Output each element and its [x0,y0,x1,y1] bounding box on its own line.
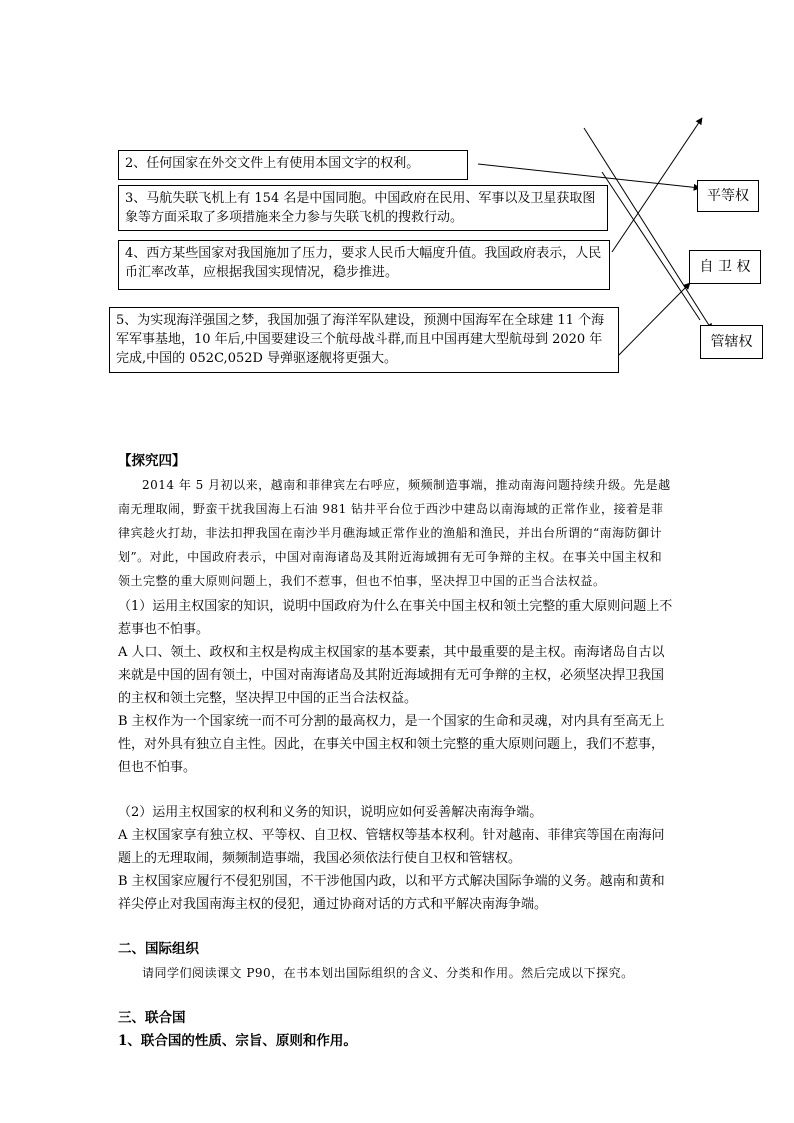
section-2-title: 二、国际组织 [118,941,199,957]
explore-four [118,450,674,1053]
match-line-5 [612,283,690,362]
right-jurisdiction: 管辖权 [700,325,763,359]
match-item-4: 4、西方某些国家对我国施加了压力，要求人民币大幅度升值。我国政府表示，人民币汇率改革，应根据我国实现情况，稳步推进。 [118,240,610,290]
question-2: （2）运用主权国家的权利和义务的知识，说明应如何妥善解决南海争端。 [118,805,543,820]
answer-1b: B 主权作为一个国家统一而不可分割的最高权力，是一个国家的生命和灵魂，对内具有至高无上性，对外具有独立自主性。因此，在事关中国主权和领土完整的重大原则问题上，我们不惹事，但也不怕事。 [118,714,665,775]
explore-material: 2014 年 5 月初以来，越南和菲律宾左右呼应，频频制造事端，推动南海问题持续升级。先是越南无理取闹，野蛮干扰我国海上石油 981 钻井平台位于西沙中建岛以南海域的正常作业，接着是菲律宾趁火打劫，非法扣押我国在南沙半月礁海域正常作业的渔船和渔民，并出台所谓的“南海防御计划”。对此，中国政府表示，中国对南海诸岛及其附近海域拥有无可争辩的主权。在事关中国主权和领土完整的重大原则问题上，我们不惹事，但也不怕事，坚决捍卫中国的正当合法权益。 [118,478,671,588]
right-equality: 平等权 [697,180,759,212]
question-1: （1）运用主权国家的知识，说明中国政府为什么在事关中国主权和领土完整的重大原则问题上不惹事也不怕事。 [118,599,673,637]
answer-2a: A 主权国家享有独立权、平等权、自卫权、管辖权等基本权利。针对越南、菲律宾等国在南海问题上的无理取闹，频频制造事端，我国必须依法行使自卫权和管辖权。 [118,828,665,866]
section-3-title: 三、联合国 [118,1010,186,1026]
section-2-text: 请同学们阅读课文 P90，在书本划出国际组织的含义、分类和作用。然后完成以下探究。 [142,966,634,980]
match-line-4 [612,118,702,252]
explore-title: 【探究四】 [118,453,186,469]
answer-1a: A 人口、领土、政权和主权是构成主权国家的基本要素，其中最重要的是主权。南海诸岛自古以来就是中国的固有领土，中国对南海诸岛及其附近海域拥有无可争辩的主权，必须坚决捍卫我国的主权和领土完整，坚决捍卫中国的正当合法权益。 [118,645,665,706]
match-item-5: 5、为实现海洋强国之梦，我国加强了海洋军队建设，预测中国海军在全球建 11 个海军军事基地，10 年后,中国要建设三个航母战斗群,而且中国再建大型航母到 2020 年完成,中国的 052C,052D 导弹驱逐舰将更强大。 [109,307,619,373]
answer-2b: B 主权国家应履行不侵犯别国，不干涉他国内政，以和平方式解决国际争端的义务。越南和黄和祥尖停止对我国南海主权的侵犯，通过协商对话的方式和平解决南海争端。 [118,874,665,912]
match-item-3: 3、马航失联飞机上有 154 名是中国同胞。中国政府在民用、军事以及卫星获取图象等方面采取了多项措施来全力参与失联飞机的搜救行动。 [118,185,608,231]
section-3-subtitle: 1、联合国的性质、宗旨、原则和作用。 [118,1033,357,1049]
right-self-defense: 自 卫 权 [689,250,761,284]
match-item-2: 2、任何国家在外交文件上有使用本国文字的权利。 [118,150,468,180]
